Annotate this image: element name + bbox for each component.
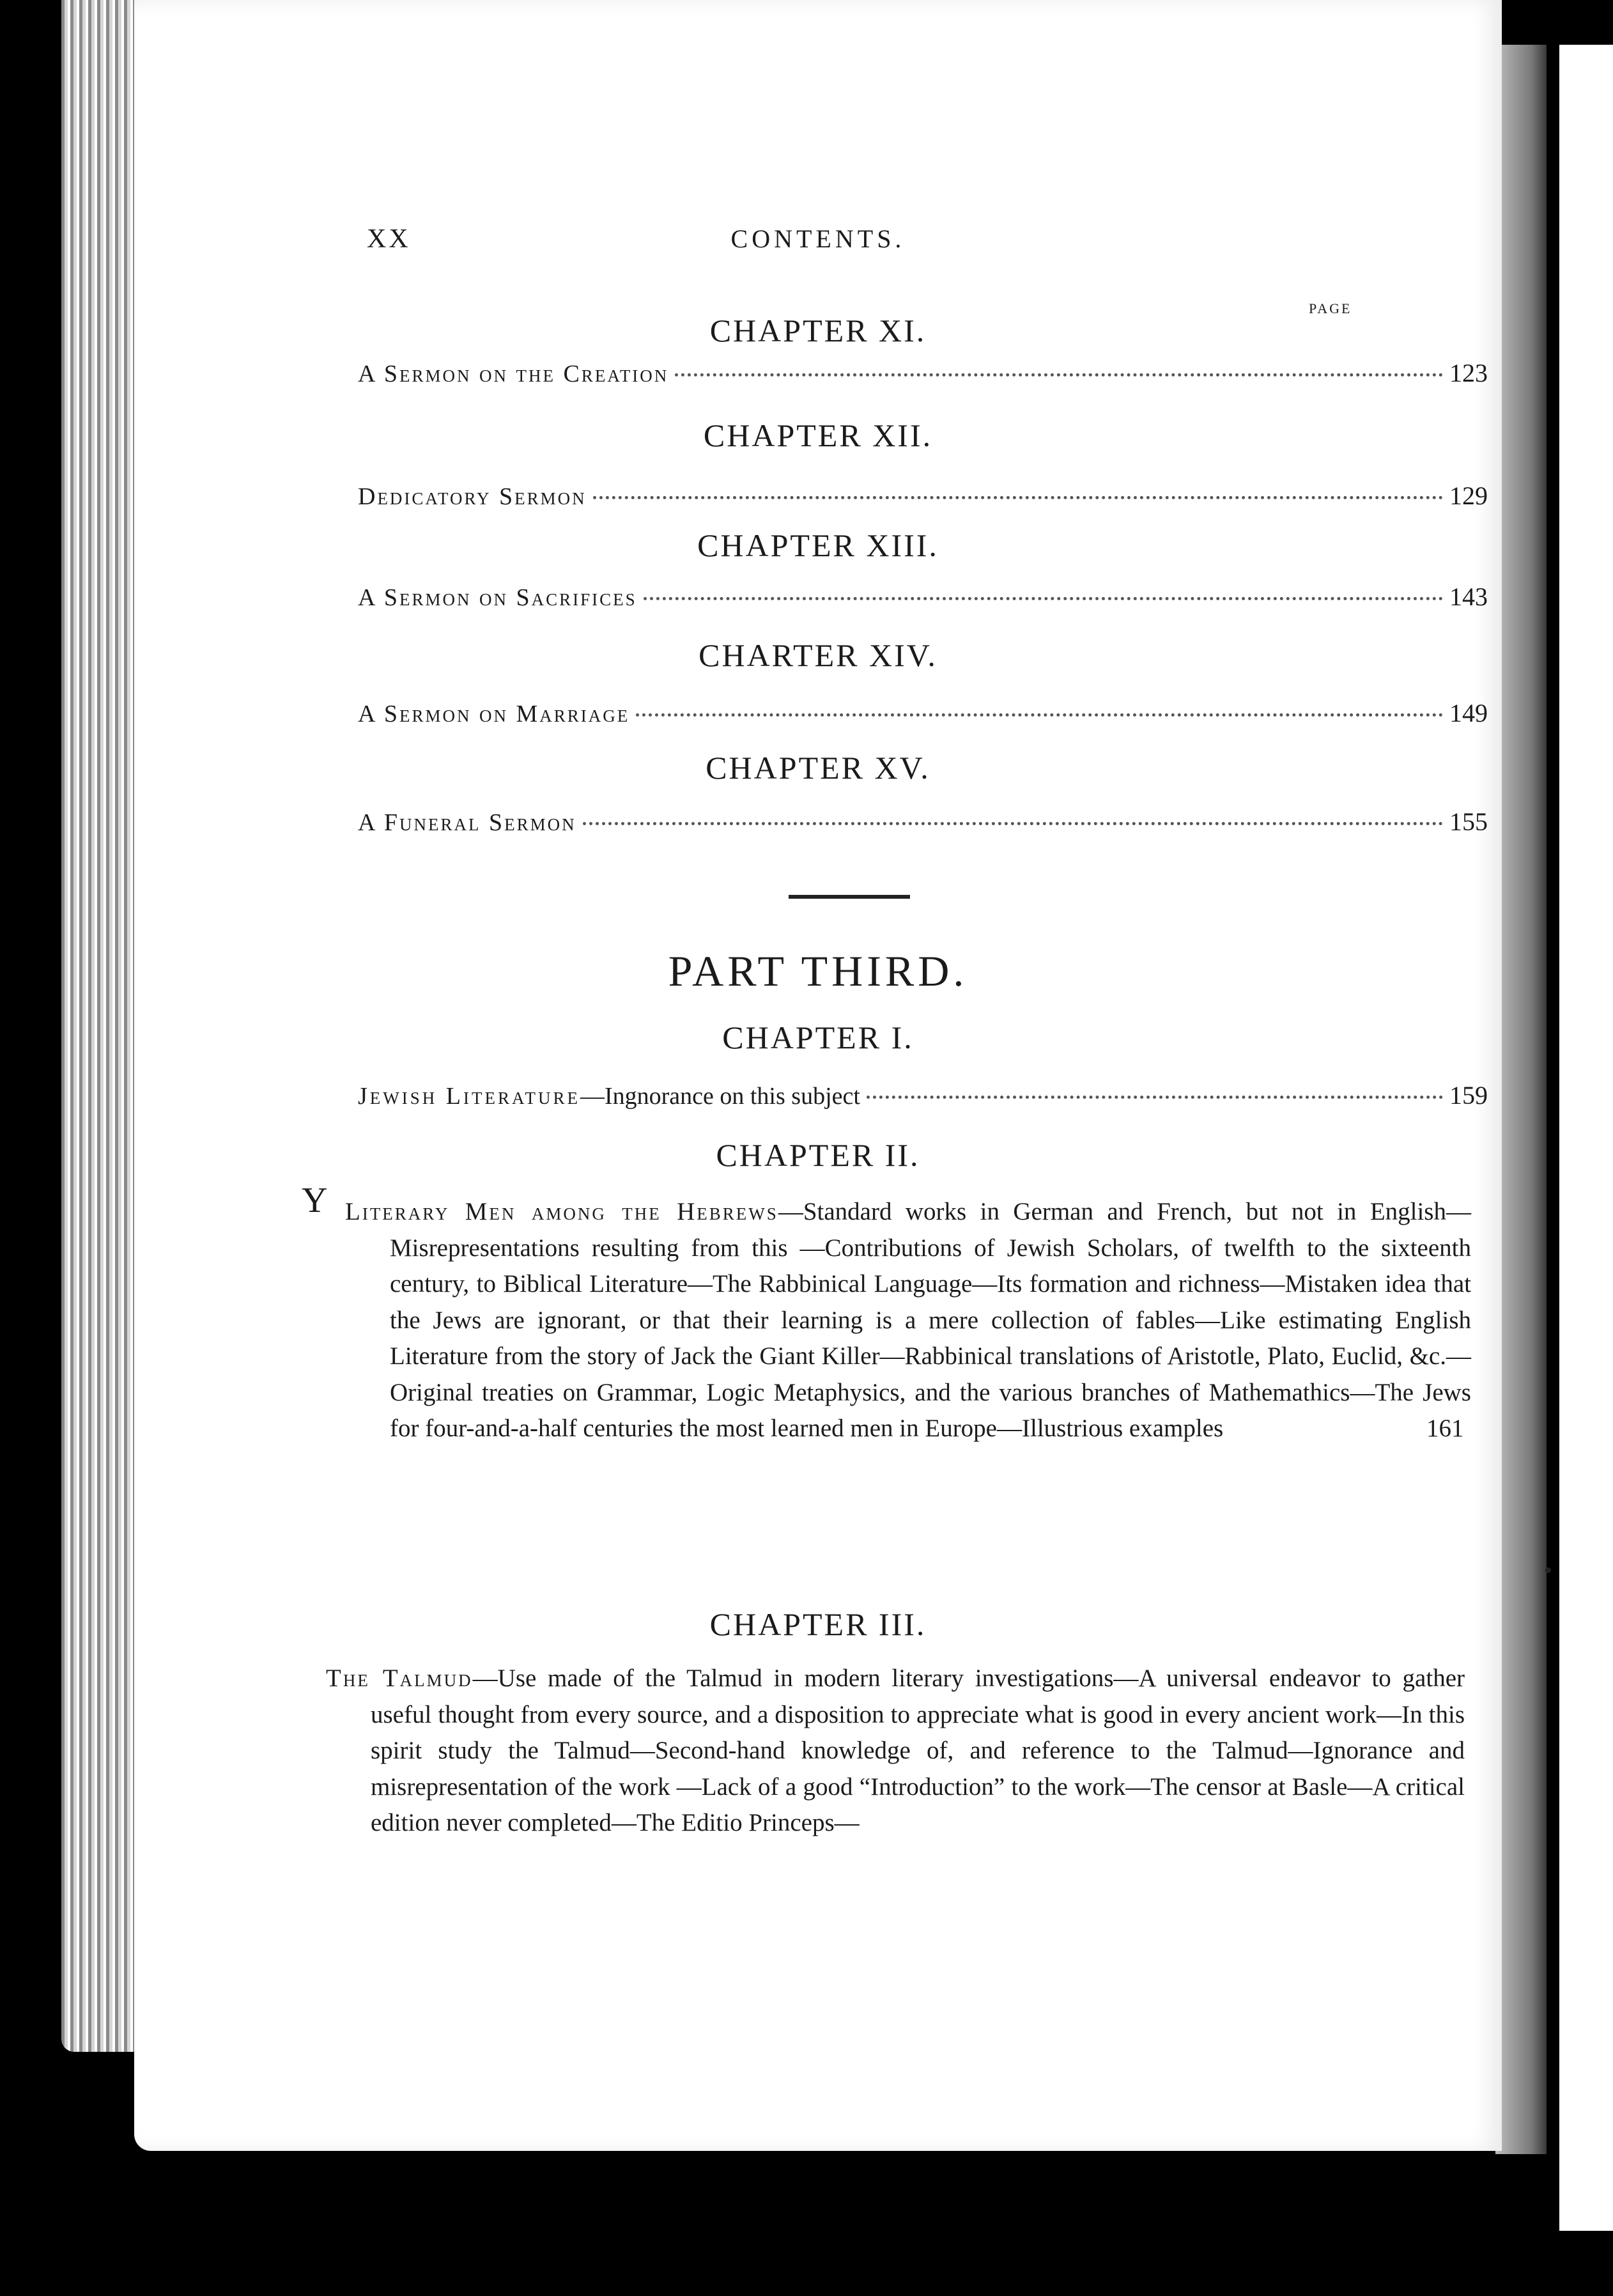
- page-stack-edge: [61, 0, 143, 2052]
- toc-entry: [358, 481, 1488, 511]
- chapter-heading: CHAPTER I.: [722, 1020, 914, 1055]
- toc-entry: [358, 358, 1488, 388]
- dot-leader: [644, 597, 1443, 600]
- dot-leader: [583, 822, 1443, 825]
- chapter-heading: CHAPTER III.: [709, 1606, 927, 1642]
- toc-entry-title: A Funeral Sermon: [358, 809, 576, 836]
- page-number: XX: [367, 224, 411, 254]
- book-page: [134, 0, 1502, 2151]
- toc-entry-title: A Sermon on Marriage: [358, 701, 630, 727]
- toc-entry: [358, 582, 1488, 612]
- dot-leader: [867, 1096, 1443, 1099]
- toc-entry-head: The Talmud: [326, 1664, 473, 1692]
- dot-leader: [636, 713, 1443, 717]
- page-header: [134, 224, 1502, 316]
- page-column-label: PAGE: [1309, 300, 1352, 316]
- toc-entry-paragraph: Literary Men among the Hebrews—Standard works in German and French, but not in English—Misrepresentations resulting from this —Contributions of Jewish Scholars, of twelfth to the sixteenth century, to Biblical Literature—The Rabbinical Language—Its formation and richness—Mistaken idea that the Jews are ignorant, or that their learning is a mere collection of fables—Like estimating English Literature from the story of Jack the Giant Killer—Rabbinical translations of Aristotle, Plato, Euclid, &c.—Original treaties on Grammar, Logic Metaphysics, and the various branches of Mathemathics—The Jews for four-and-a-half centuries the most learned men in Europe—Illustrious examples 161: [345, 1198, 1471, 1442]
- toc-entry-page: 155: [1449, 807, 1488, 836]
- chapter-heading: CHAPTER XIII.: [697, 527, 939, 563]
- chapter-heading: CHAPTER XII.: [703, 417, 933, 453]
- chapter-heading: CHARTER XIV.: [698, 637, 938, 673]
- toc-entry-summary: —Ingnorance on this subject: [580, 1083, 860, 1110]
- toc-entry-page: 159: [1449, 1081, 1488, 1110]
- toc-entry-title: A Sermon on Sacrifices: [358, 584, 637, 611]
- toc-entry-page: 149: [1449, 699, 1488, 727]
- section-divider: [789, 895, 910, 899]
- chapter-heading: CHAPTER XV.: [706, 750, 930, 786]
- book-gutter: [1495, 45, 1547, 2154]
- toc-entry-head: Jewish Literature: [358, 1083, 580, 1110]
- chapter-heading: CHAPTER II.: [716, 1137, 920, 1173]
- toc-entry-summary: —Use made of the Talmud in modern literary investigations—A universal endeavor to gather useful thought from every source, and a disposition to appreciate what is good in every ancient work—In this spirit study the Talmud—Second-hand knowledge of, and reference to the Talmud—Ignorance and misrepresentation of the work —Lack of a good “Introduction” to the work—The censor at Basle—A critical edition never completed—The Editio Princeps—: [371, 1664, 1465, 1836]
- margin-check-mark: Y: [302, 1181, 328, 1220]
- toc-entry: [358, 1080, 1488, 1110]
- toc-entry-title: [358, 1082, 860, 1110]
- toc-entry: [358, 807, 1488, 837]
- toc-entry-page: 143: [1449, 582, 1488, 611]
- chapter-heading: CHAPTER XI.: [709, 313, 927, 348]
- toc-entry-page: 123: [1449, 359, 1488, 387]
- toc-entry-head: Literary Men among the Hebrews: [345, 1198, 778, 1225]
- toc-entry: [358, 698, 1488, 728]
- dot-leader: [675, 373, 1443, 376]
- ink-speck: [1545, 1567, 1551, 1573]
- toc-entry-page: 129: [1449, 481, 1488, 510]
- toc-entry-summary: —Standard works in German and French, but not in English—Misrepresentations resulting from this —Contributions of Jewish Scholars, of twelfth to the sixteenth century, to Biblical Literature—The Rabbinical Language—Its formation and richness—Mistaken idea that the Jews are ignorant, or that their learning is a mere collection of fables—Like estimating English Literature from the story of Jack the Giant Killer—Rabbinical translations of Aristotle, Plato, Euclid, &c.—Original treaties on Grammar, Logic Metaphysics, and the various branches of Mathemathics—The Jews for four-and-a-half centuries the most learned men in Europe—Illustrious examples: [390, 1198, 1471, 1442]
- toc-entry-paragraph: [326, 1661, 1465, 1842]
- running-title: CONTENTS.: [730, 224, 906, 253]
- toc-entry-title: Dedicatory Sermon: [358, 483, 587, 510]
- toc-entry-title: A Sermon on the Creation: [358, 361, 669, 387]
- part-heading: PART THIRD.: [668, 947, 968, 995]
- facing-page-edge: [1559, 45, 1613, 2231]
- dot-leader: [593, 496, 1443, 499]
